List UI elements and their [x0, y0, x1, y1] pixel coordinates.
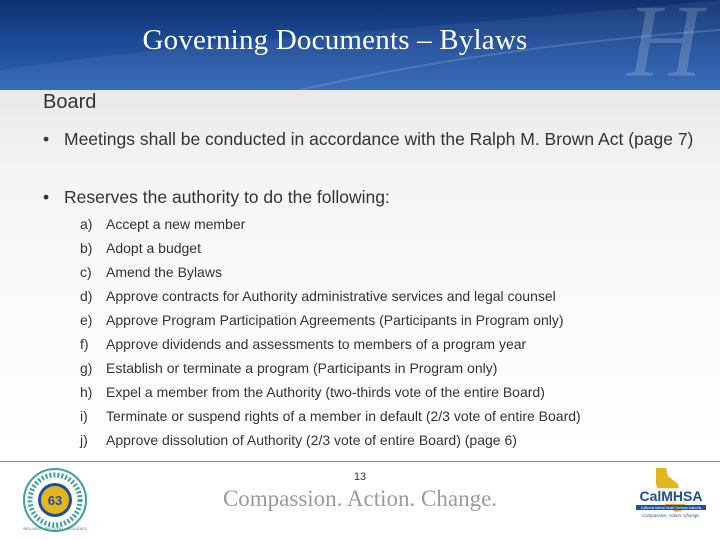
list-item-text: Amend the Bylaws	[106, 264, 222, 280]
list-item-text: Accept a new member	[106, 216, 246, 232]
calmhsa-tagline: Compassion. Action. Change.	[642, 513, 700, 518]
slide-title: Governing Documents – Bylaws	[142, 24, 528, 56]
list-item-text: Expel a member from the Authority (two-thirds vote of the entire Board)	[106, 384, 545, 400]
list-item-text: Approve dividends and assessments to members of a program year	[106, 336, 527, 352]
page-number: 13	[353, 471, 367, 483]
list-item-label: i)	[80, 408, 88, 424]
bullet-dot-icon: •	[43, 187, 50, 207]
footer-tagline: Compassion. Action. Change.	[222, 486, 498, 511]
seal-number: 63	[47, 493, 63, 508]
list-item-text: Adopt a budget	[106, 240, 201, 256]
list-item-label: g)	[80, 360, 93, 376]
list-item-label: j)	[80, 432, 88, 448]
list-item-text: Terminate or suspend rights of a member in default (2/3 vote of entire Board)	[106, 408, 581, 424]
calmhsa-name: CalMHSA	[639, 488, 703, 504]
list-item-label: f)	[80, 336, 89, 352]
list-item-text: Establish or terminate a program (Participants in Program only)	[106, 360, 498, 376]
seal-bottom-text: WELLNESS • RECOVERY • RESILIENCE	[23, 527, 87, 531]
bullet-dot-icon: •	[43, 129, 50, 149]
list-item-label: e)	[80, 312, 93, 328]
list-item-text: Approve contracts for Authority administrative services and legal counsel	[106, 288, 556, 304]
calmhsa-subtitle: California Mental Health Services Authority	[640, 506, 702, 510]
list-item-label: a)	[80, 216, 93, 232]
bullet-item	[43, 128, 704, 150]
section-heading: Board	[43, 91, 97, 113]
h-watermark-logo: H	[626, 0, 702, 90]
list-item-label: b)	[80, 240, 93, 256]
list-item-label: d)	[80, 288, 93, 304]
title-banner	[0, 0, 720, 90]
bullet-item	[43, 186, 704, 208]
bullet-text: Meetings shall be conducted in accordance with the Ralph M. Brown Act (page 7)	[64, 129, 694, 149]
list-item-label: h)	[80, 384, 93, 400]
calmhsa-logo	[626, 466, 712, 532]
list-item-text: Approve Program Participation Agreements (Participants in Program only)	[106, 312, 564, 328]
footer-divider	[0, 461, 720, 462]
list-item-label: c)	[80, 264, 92, 280]
list-item-text: Approve dissolution of Authority (2/3 vote of entire Board) (page 6)	[106, 432, 517, 448]
mhsa-seal-logo	[22, 467, 88, 533]
bullet-text: Reserves the authority to do the following:	[64, 187, 390, 207]
